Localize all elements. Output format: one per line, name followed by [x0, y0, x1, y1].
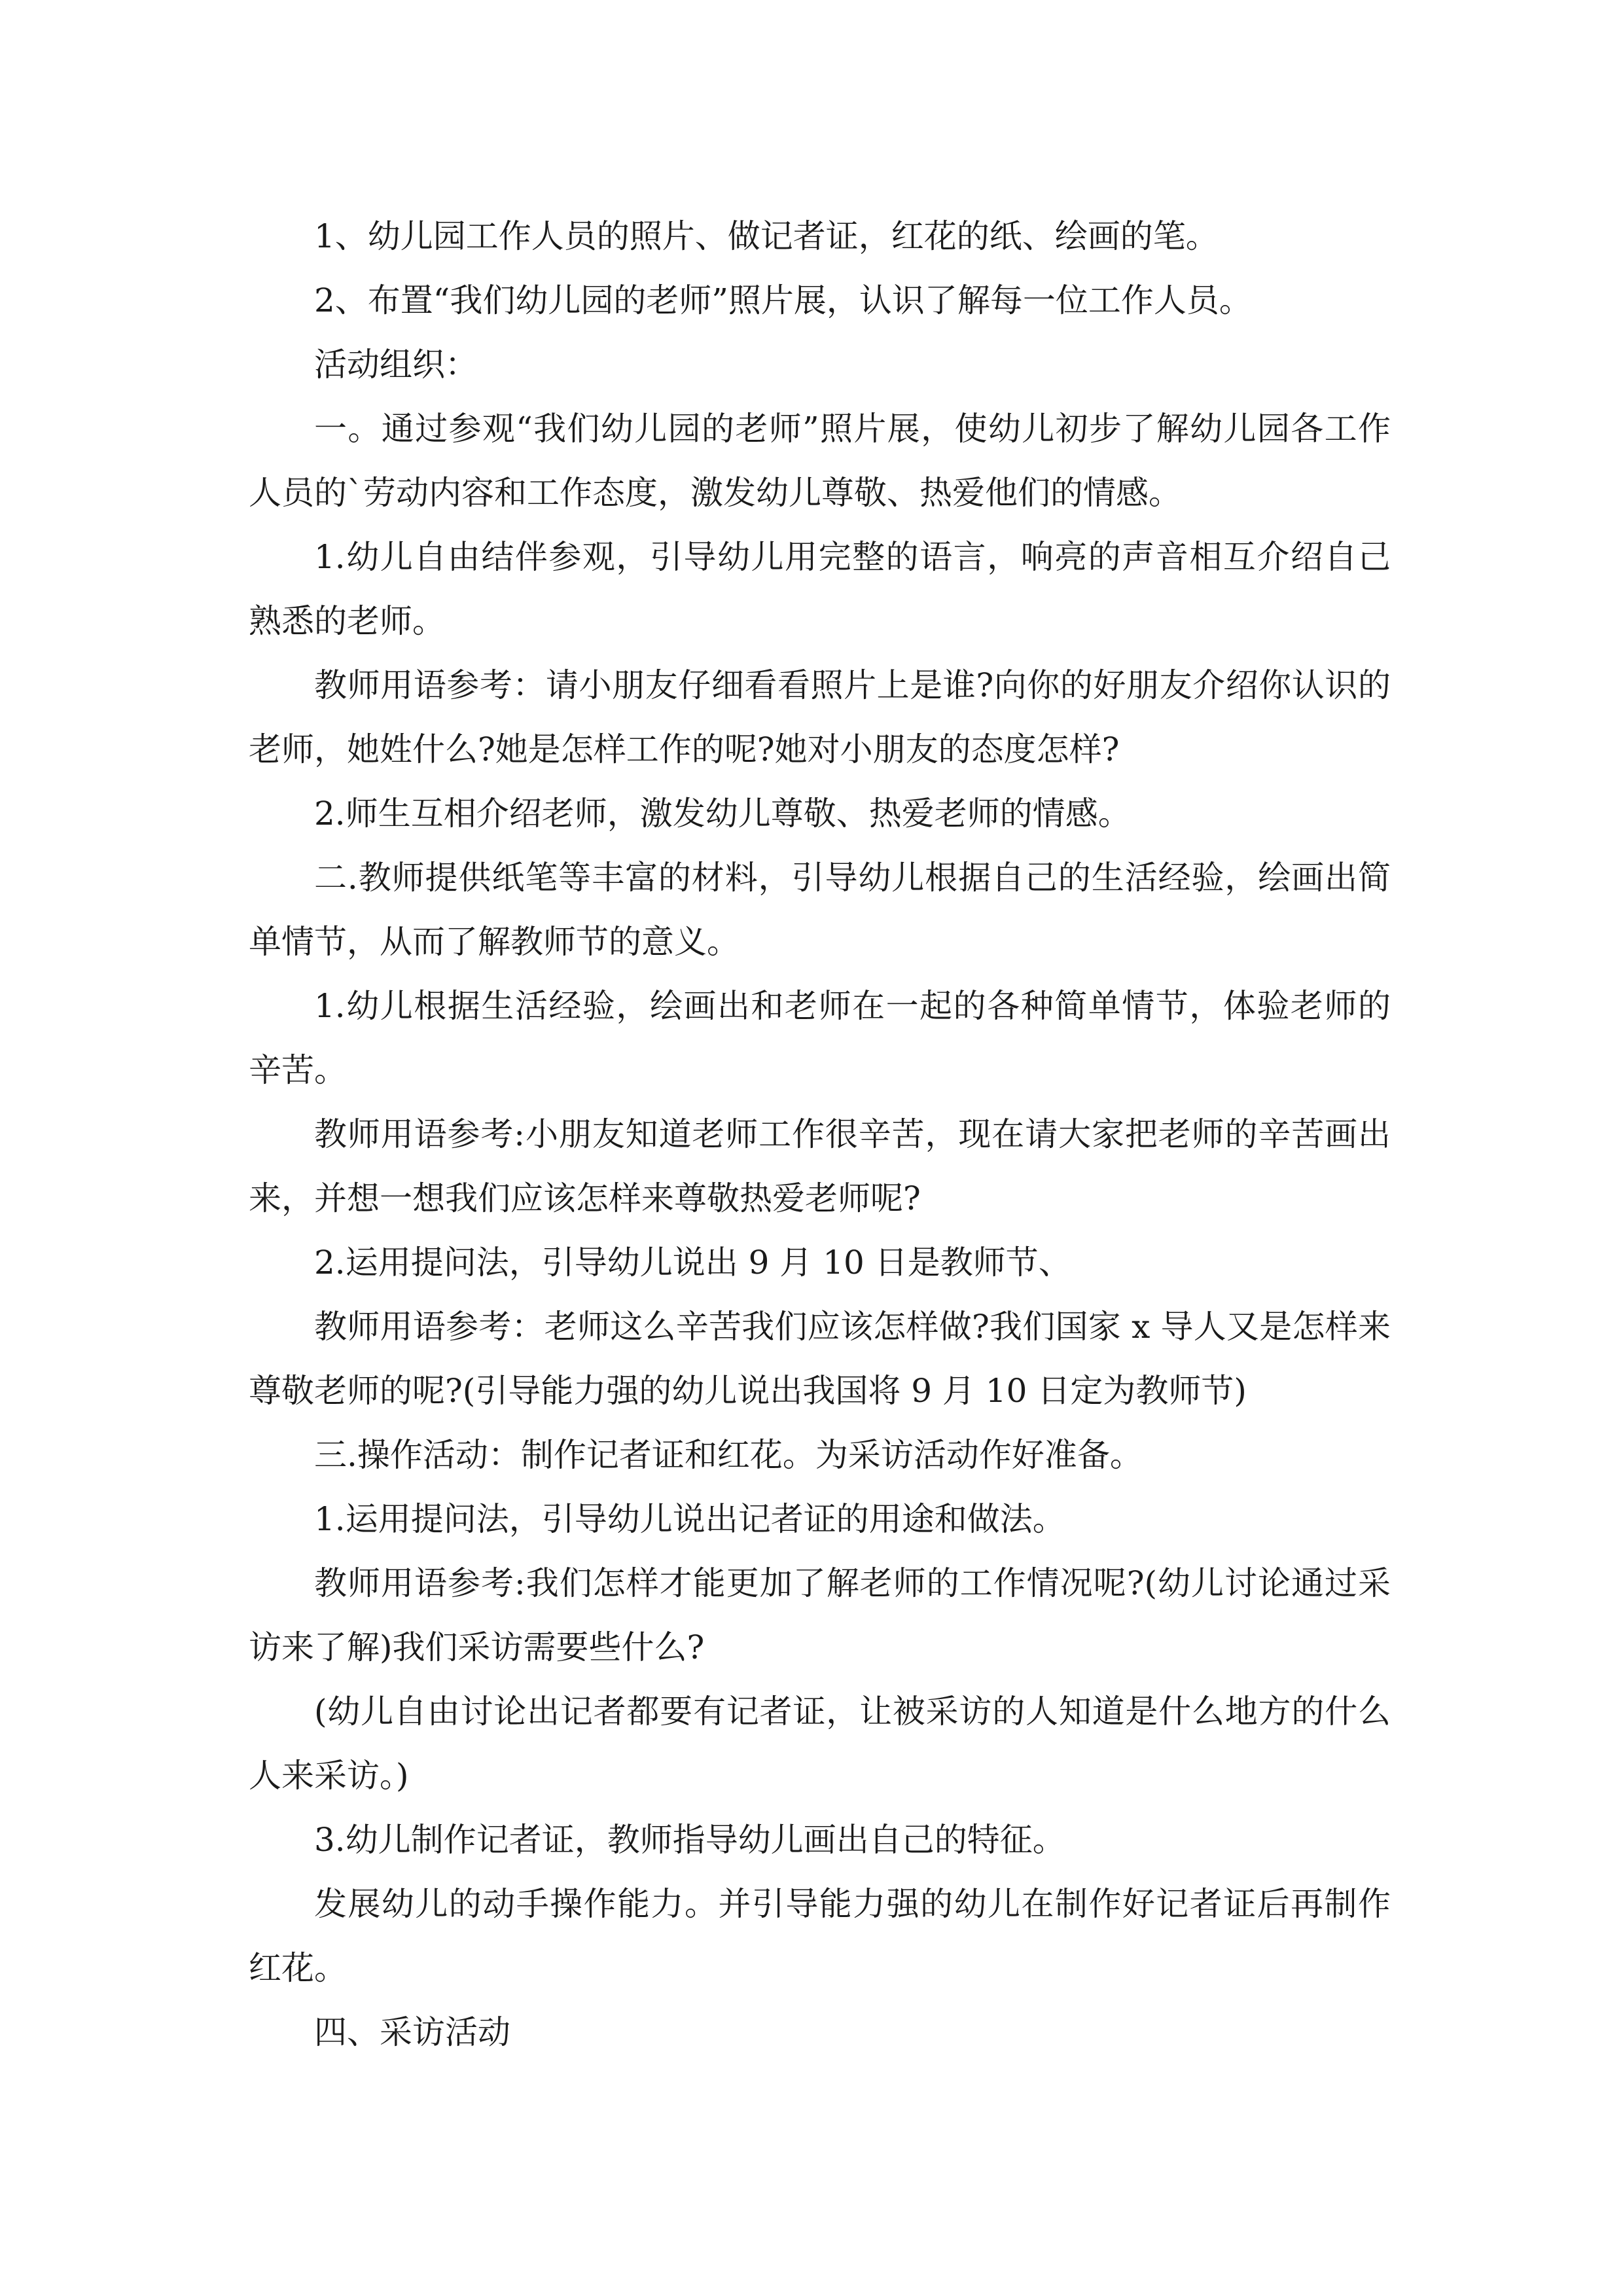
- paragraph: 发展幼儿的动手操作能力。并引导能力强的幼儿在制作好记者证后再制作红花。: [249, 1885, 1391, 1987]
- paragraph: 2.运用提问法，引导幼儿说出 9 月 10 日是教师节、: [314, 1244, 1071, 1282]
- paragraph: 三.操作活动：制作记者证和红花。为采访活动作好准备。: [314, 1436, 1143, 1474]
- paragraph: 1.运用提问法，引导幼儿说出记者证的用途和做法。: [314, 1500, 1065, 1538]
- paragraph: 3.幼儿制作记者证，教师指导幼儿画出自己的特征。: [314, 1821, 1065, 1859]
- document-body: [249, 204, 1391, 2064]
- paragraph: 教师用语参考：请小朋友仔细看看照片上是谁?向你的好朋友介绍你认识的老师，她姓什么?她是怎样工作的呢?她对小朋友的态度怎样?: [249, 666, 1391, 768]
- paragraph: 二.教师提供纸笔等丰富的材料，引导幼儿根据自己的生活经验，绘画出简单情节，从而了解教师节的意义。: [249, 859, 1391, 961]
- paragraph: 1.幼儿根据生活经验，绘画出和老师在一起的各种简单情节，体验老师的辛苦。: [249, 987, 1391, 1089]
- paragraph: 2、布置“我们幼儿园的老师”照片展，认识了解每一位工作人员。: [314, 281, 1252, 319]
- paragraph: 教师用语参考：老师这么辛苦我们应该怎样做?我们国家 x 导人又是怎样来尊敬老师的呢?(引导能力强的幼儿说出我国将 9 月 10 日定为教师节): [249, 1308, 1391, 1410]
- section-heading: 活动组织：: [314, 346, 478, 384]
- paragraph: 1、幼儿园工作人员的照片、做记者证，红花的纸、绘画的笔。: [314, 217, 1219, 255]
- paragraph: 一。通过参观“我们幼儿园的老师”照片展，使幼儿初步了解幼儿园各工作人员的`劳动内容和工作态度，激发幼儿尊敬、热爱他们的情感。: [249, 410, 1391, 512]
- paragraph: 2.师生互相介绍老师，激发幼儿尊敬、热爱老师的情感。: [314, 795, 1131, 833]
- section-heading: 四、采访活动: [314, 2013, 510, 2051]
- paragraph: (幼儿自由讨论出记者都要有记者证，让被采访的人知道是什么地方的什么人来采访。): [249, 1693, 1391, 1795]
- paragraph: 1.幼儿自由结伴参观，引导幼儿用完整的语言，响亮的声音相互介绍自己熟悉的老师。: [249, 538, 1391, 640]
- paragraph: 教师用语参考:小朋友知道老师工作很辛苦，现在请大家把老师的辛苦画出来，并想一想我们应该怎样来尊敬热爱老师呢?: [249, 1115, 1391, 1217]
- paragraph: 教师用语参考:我们怎样才能更加了解老师的工作情况呢?(幼儿讨论通过采访来了解)我们采访需要些什么?: [249, 1564, 1391, 1666]
